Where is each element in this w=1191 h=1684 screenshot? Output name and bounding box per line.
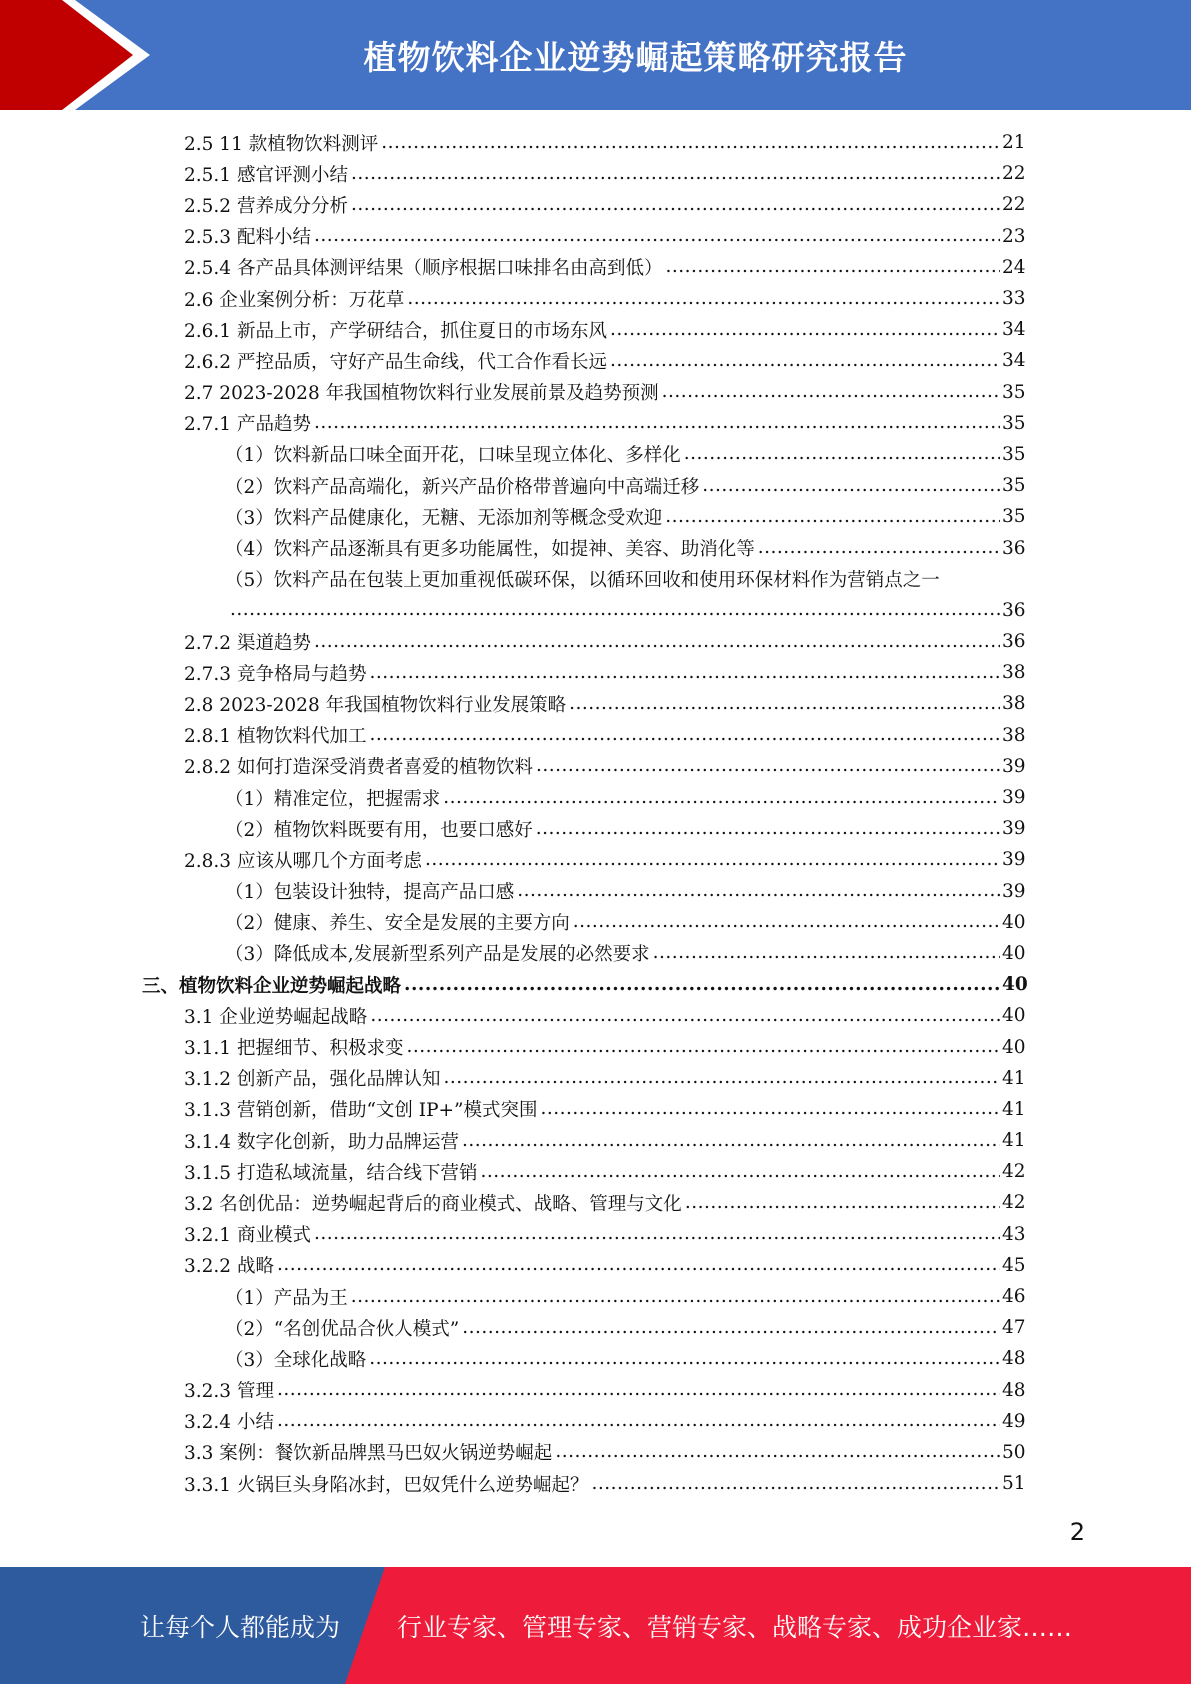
toc-entry-label: 2.8.3 应该从哪几个方面考虑	[184, 850, 422, 872]
toc-entry[interactable]	[0, 720, 1191, 751]
toc-entry-page: 42	[1002, 1192, 1026, 1214]
toc-entry-page: 48	[1002, 1348, 1026, 1370]
chevron-decoration-icon	[0, 0, 150, 110]
toc-entry-page: 42	[1002, 1161, 1026, 1183]
toc-entry-page: 34	[1002, 350, 1026, 372]
toc-dot-leader	[758, 537, 1000, 559]
toc-entry[interactable]	[0, 751, 1191, 782]
toc-entry-label: 2.7 2023-2028 年我国植物饮料行业发展前景及趋势预测	[184, 383, 659, 405]
toc-dot-leader	[610, 350, 1000, 372]
toc-dot-leader	[653, 942, 1000, 964]
toc-entry-page: 46	[1002, 1286, 1026, 1308]
toc-entry-page: 50	[1002, 1441, 1026, 1463]
toc-entry[interactable]	[0, 1125, 1191, 1156]
toc-entry[interactable]	[0, 314, 1191, 345]
toc-entry[interactable]	[0, 1250, 1191, 1281]
page-number: 2	[1069, 1518, 1085, 1546]
toc-entry-label: 2.5.4 各产品具体测评结果（顺序根据口味排名由高到低）	[184, 258, 663, 280]
toc-entry-page: 41	[1002, 1067, 1026, 1089]
toc-dot-leader	[406, 1036, 1000, 1058]
toc-entry-label: 2.8 2023-2028 年我国植物饮料行业发展策略	[184, 694, 567, 716]
toc-entry[interactable]	[0, 1219, 1191, 1250]
toc-dot-leader	[370, 1005, 1000, 1027]
toc-entry-label: （3）降低成本,发展新型系列产品是发展的必然要求	[225, 944, 650, 966]
toc-entry[interactable]	[0, 595, 1191, 626]
toc-entry-page: 43	[1002, 1223, 1026, 1245]
toc-entry-page: 45	[1002, 1254, 1026, 1276]
toc-entry-page: 22	[1002, 194, 1026, 216]
toc-entry-label: （2）饮料产品高端化，新兴产品价格带普遍向中高端迁移	[225, 476, 700, 498]
toc-entry[interactable]	[0, 189, 1191, 220]
toc-entry[interactable]	[0, 532, 1191, 563]
toc-dot-leader	[665, 256, 1000, 278]
toc-dot-leader	[517, 880, 1000, 902]
toc-entry[interactable]	[0, 782, 1191, 813]
header-banner	[0, 0, 1191, 110]
toc-entry-page: 34	[1002, 319, 1026, 341]
toc-entry-label: 3.2 名创优品：逆势崛起背后的商业模式、战略、管理与文化	[184, 1193, 682, 1215]
toc-entry-label: 3.1.2 创新产品，强化品牌认知	[184, 1069, 441, 1091]
toc-entry[interactable]	[0, 1281, 1191, 1312]
footer-slogan-left: 让每个人都能成为	[140, 1612, 341, 1642]
toc-entry-label: 2.5.1 感官评测小结	[184, 164, 348, 186]
toc-entry[interactable]	[0, 1187, 1191, 1218]
toc-entry[interactable]	[0, 221, 1191, 252]
toc-entry-page: 40	[1002, 1005, 1026, 1027]
toc-entry-label: （2）“名创优品合伙人模式”	[225, 1318, 460, 1340]
toc-entry-label: 3.1 企业逆势崛起战略	[184, 1006, 368, 1028]
toc-dot-leader	[381, 132, 1000, 154]
toc-entry[interactable]	[0, 1468, 1191, 1499]
toc-entry[interactable]	[0, 1375, 1191, 1406]
toc-dot-leader	[480, 1161, 1000, 1183]
toc-entry-page: 39	[1002, 787, 1026, 809]
toc-entry[interactable]	[0, 938, 1191, 969]
toc-dot-leader	[443, 787, 1000, 809]
toc-entry-label: （1）精准定位，把握需求	[225, 788, 441, 810]
toc-entry-page: 39	[1002, 849, 1026, 871]
toc-dot-leader	[541, 1098, 1000, 1120]
toc-entry[interactable]	[0, 345, 1191, 376]
toc-dot-leader	[277, 1410, 1000, 1432]
toc-entry-label: 3.1.3 营销创新，借助“文创 IP+”模式突围	[184, 1100, 538, 1122]
toc-dot-leader	[369, 1348, 1000, 1370]
toc-entry[interactable]	[0, 626, 1191, 657]
toc-entry-label: 3.3 案例：餐饮新品牌黑马巴奴火锅逆势崛起	[184, 1443, 553, 1465]
toc-entry[interactable]	[0, 158, 1191, 189]
toc-entry-label: 3.2.4 小结	[184, 1412, 274, 1434]
toc-entry-page: 35	[1002, 475, 1026, 497]
toc-entry-page: 38	[1002, 724, 1026, 746]
toc-entry-label: （5）饮料产品在包装上更加重视低碳环保，以循环回收和使用环保材料作为营销点之一	[225, 570, 940, 592]
toc-dot-leader	[573, 911, 1000, 933]
toc-entry-page: 41	[1002, 1130, 1026, 1152]
toc-entry[interactable]	[0, 283, 1191, 314]
toc-dot-leader	[665, 506, 1000, 528]
toc-entry-label: 2.8.2 如何打造深受消费者喜爱的植物饮料	[184, 757, 533, 779]
toc-entry[interactable]	[0, 1000, 1191, 1031]
toc-entry-label: （2）健康、养生、安全是发展的主要方向	[225, 913, 570, 935]
toc-dot-leader	[702, 475, 1000, 497]
toc-entry-label: 2.6 企业案例分析：万花草	[184, 289, 405, 311]
toc-entry-page: 40	[1002, 942, 1026, 964]
toc-entry[interactable]	[0, 876, 1191, 907]
toc-entry-label: （1）饮料新品口味全面开花，口味呈现立体化、多样化	[225, 445, 681, 467]
toc-entry-label: 3.1.5 打造私域流量，结合线下营销	[184, 1162, 478, 1184]
toc-entry[interactable]	[0, 1156, 1191, 1187]
toc-entry[interactable]	[0, 657, 1191, 688]
toc-dot-leader	[369, 662, 1000, 684]
toc-entry[interactable]	[0, 907, 1191, 938]
toc-dot-leader	[314, 631, 1000, 653]
toc-entry-page: 49	[1002, 1410, 1026, 1432]
document-title: 植物饮料企业逆势崛起策略研究报告	[363, 37, 908, 77]
toc-dot-leader	[536, 818, 1000, 840]
toc-dot-leader	[591, 1473, 1000, 1495]
table-of-contents	[0, 127, 1191, 1499]
toc-entry[interactable]	[0, 1031, 1191, 1062]
toc-entry-label: 3.1.4 数字化创新，助力品牌运营	[184, 1131, 459, 1153]
toc-entry-label: 2.5.2 营养成分分析	[184, 195, 348, 217]
toc-dot-leader	[555, 1441, 1000, 1463]
toc-entry-label: （2）植物饮料既要有用，也要口感好	[225, 819, 533, 841]
toc-entry-page: 39	[1002, 818, 1026, 840]
toc-entry-label: 3.1.1 把握细节、积极求变	[184, 1038, 404, 1060]
toc-dot-leader	[662, 381, 1000, 403]
toc-dot-leader	[314, 412, 1000, 434]
toc-entry-label: （1）产品为王	[225, 1287, 348, 1309]
toc-entry-page: 48	[1002, 1379, 1026, 1401]
toc-entry-page: 38	[1002, 662, 1026, 684]
toc-entry-label: 3.3.1 火锅巨头身陷冰封，巴奴凭什么逆势崛起？	[184, 1474, 589, 1496]
toc-entry-label: 3.2.2 战略	[184, 1256, 274, 1278]
toc-dot-leader	[536, 755, 1000, 777]
toc-dot-leader	[314, 1223, 1000, 1245]
toc-dot-leader	[351, 163, 1000, 185]
toc-entry-page: 22	[1002, 163, 1026, 185]
footer-slogan-right: 行业专家、管理专家、营销专家、战略专家、成功企业家……	[397, 1612, 1073, 1642]
toc-entry[interactable]	[0, 1406, 1191, 1437]
toc-entry-page: 40	[1002, 974, 1028, 996]
toc-entry[interactable]	[0, 501, 1191, 532]
toc-entry-page: 38	[1002, 693, 1026, 715]
toc-dot-leader	[314, 225, 1000, 247]
toc-entry[interactable]	[0, 377, 1191, 408]
toc-dot-leader	[443, 1067, 1000, 1089]
toc-dot-leader	[404, 974, 1000, 996]
toc-dot-leader	[369, 724, 1000, 746]
toc-entry[interactable]	[0, 470, 1191, 501]
toc-entry[interactable]	[0, 1063, 1191, 1094]
toc-dot-leader	[610, 319, 1000, 341]
toc-dot-leader	[230, 599, 1000, 621]
toc-entry[interactable]	[0, 564, 1191, 595]
toc-dot-leader	[462, 1130, 1000, 1152]
toc-entry[interactable]	[0, 969, 1191, 1000]
toc-entry[interactable]	[0, 408, 1191, 439]
toc-dot-leader	[462, 1317, 1000, 1339]
toc-entry-label: （3）饮料产品健康化，无糖、无添加剂等概念受欢迎	[225, 507, 663, 529]
toc-entry-label: 2.7.3 竞争格局与趋势	[184, 663, 367, 685]
toc-entry-label: 2.5 11 款植物饮料测评	[184, 133, 379, 155]
toc-entry-page: 36	[1002, 631, 1026, 653]
toc-entry-label: 2.8.1 植物饮料代加工	[184, 726, 367, 748]
toc-entry-page: 41	[1002, 1098, 1026, 1120]
toc-entry-label: 3.2.1 商业模式	[184, 1225, 311, 1247]
toc-entry[interactable]	[0, 844, 1191, 875]
toc-entry-label: 2.6.2 严控品质，守好产品生命线，代工合作看长远	[184, 351, 607, 373]
toc-entry-label: 三、植物饮料企业逆势崛起战略	[142, 975, 402, 997]
toc-dot-leader	[351, 194, 1000, 216]
toc-entry[interactable]	[0, 1312, 1191, 1343]
toc-entry[interactable]	[0, 813, 1191, 844]
toc-dot-leader	[569, 693, 1000, 715]
toc-dot-leader	[277, 1254, 1000, 1276]
toc-entry-page: 35	[1002, 443, 1026, 465]
toc-dot-leader	[351, 1286, 1000, 1308]
toc-dot-leader	[425, 849, 1000, 871]
toc-entry-page: 23	[1002, 225, 1026, 247]
toc-entry[interactable]	[0, 1343, 1191, 1374]
toc-entry[interactable]	[0, 688, 1191, 719]
toc-entry-label: （4）饮料产品逐渐具有更多功能属性，如提神、美容、助消化等	[225, 539, 755, 561]
toc-entry[interactable]	[0, 1094, 1191, 1125]
toc-entry[interactable]	[0, 252, 1191, 283]
toc-entry-label: 3.2.3 管理	[184, 1381, 274, 1403]
toc-entry[interactable]	[0, 127, 1191, 158]
toc-dot-leader	[407, 288, 1000, 310]
toc-dot-leader	[277, 1379, 1000, 1401]
toc-entry-page: 47	[1002, 1317, 1026, 1339]
toc-entry-page: 39	[1002, 880, 1026, 902]
toc-entry-page: 51	[1002, 1473, 1026, 1495]
toc-entry-page: 24	[1002, 256, 1026, 278]
toc-entry-page: 39	[1002, 755, 1026, 777]
toc-entry-page: 40	[1002, 911, 1026, 933]
toc-entry-page: 35	[1002, 506, 1026, 528]
toc-entry-page: 21	[1002, 132, 1026, 154]
toc-entry-label: （3）全球化战略	[225, 1349, 367, 1371]
toc-entry-page: 40	[1002, 1036, 1026, 1058]
toc-dot-leader	[684, 443, 1000, 465]
toc-entry[interactable]	[0, 439, 1191, 470]
toc-dot-leader	[685, 1192, 1000, 1214]
toc-entry-label: （1）包装设计独特，提高产品口感	[225, 882, 515, 904]
toc-entry-label: 2.5.3 配料小结	[184, 227, 311, 249]
toc-entry-page: 36	[1002, 599, 1026, 621]
toc-entry-page: 35	[1002, 412, 1026, 434]
toc-entry-page: 35	[1002, 381, 1026, 403]
toc-entry-page: 33	[1002, 288, 1026, 310]
footer-banner	[0, 1567, 1191, 1684]
toc-entry-label: 2.7.2 渠道趋势	[184, 632, 311, 654]
toc-entry-label: 2.7.1 产品趋势	[184, 414, 311, 436]
toc-entry-page: 36	[1002, 537, 1026, 559]
toc-entry[interactable]	[0, 1437, 1191, 1468]
toc-entry-label: 2.6.1 新品上市，产学研结合，抓住夏日的市场东风	[184, 320, 607, 342]
